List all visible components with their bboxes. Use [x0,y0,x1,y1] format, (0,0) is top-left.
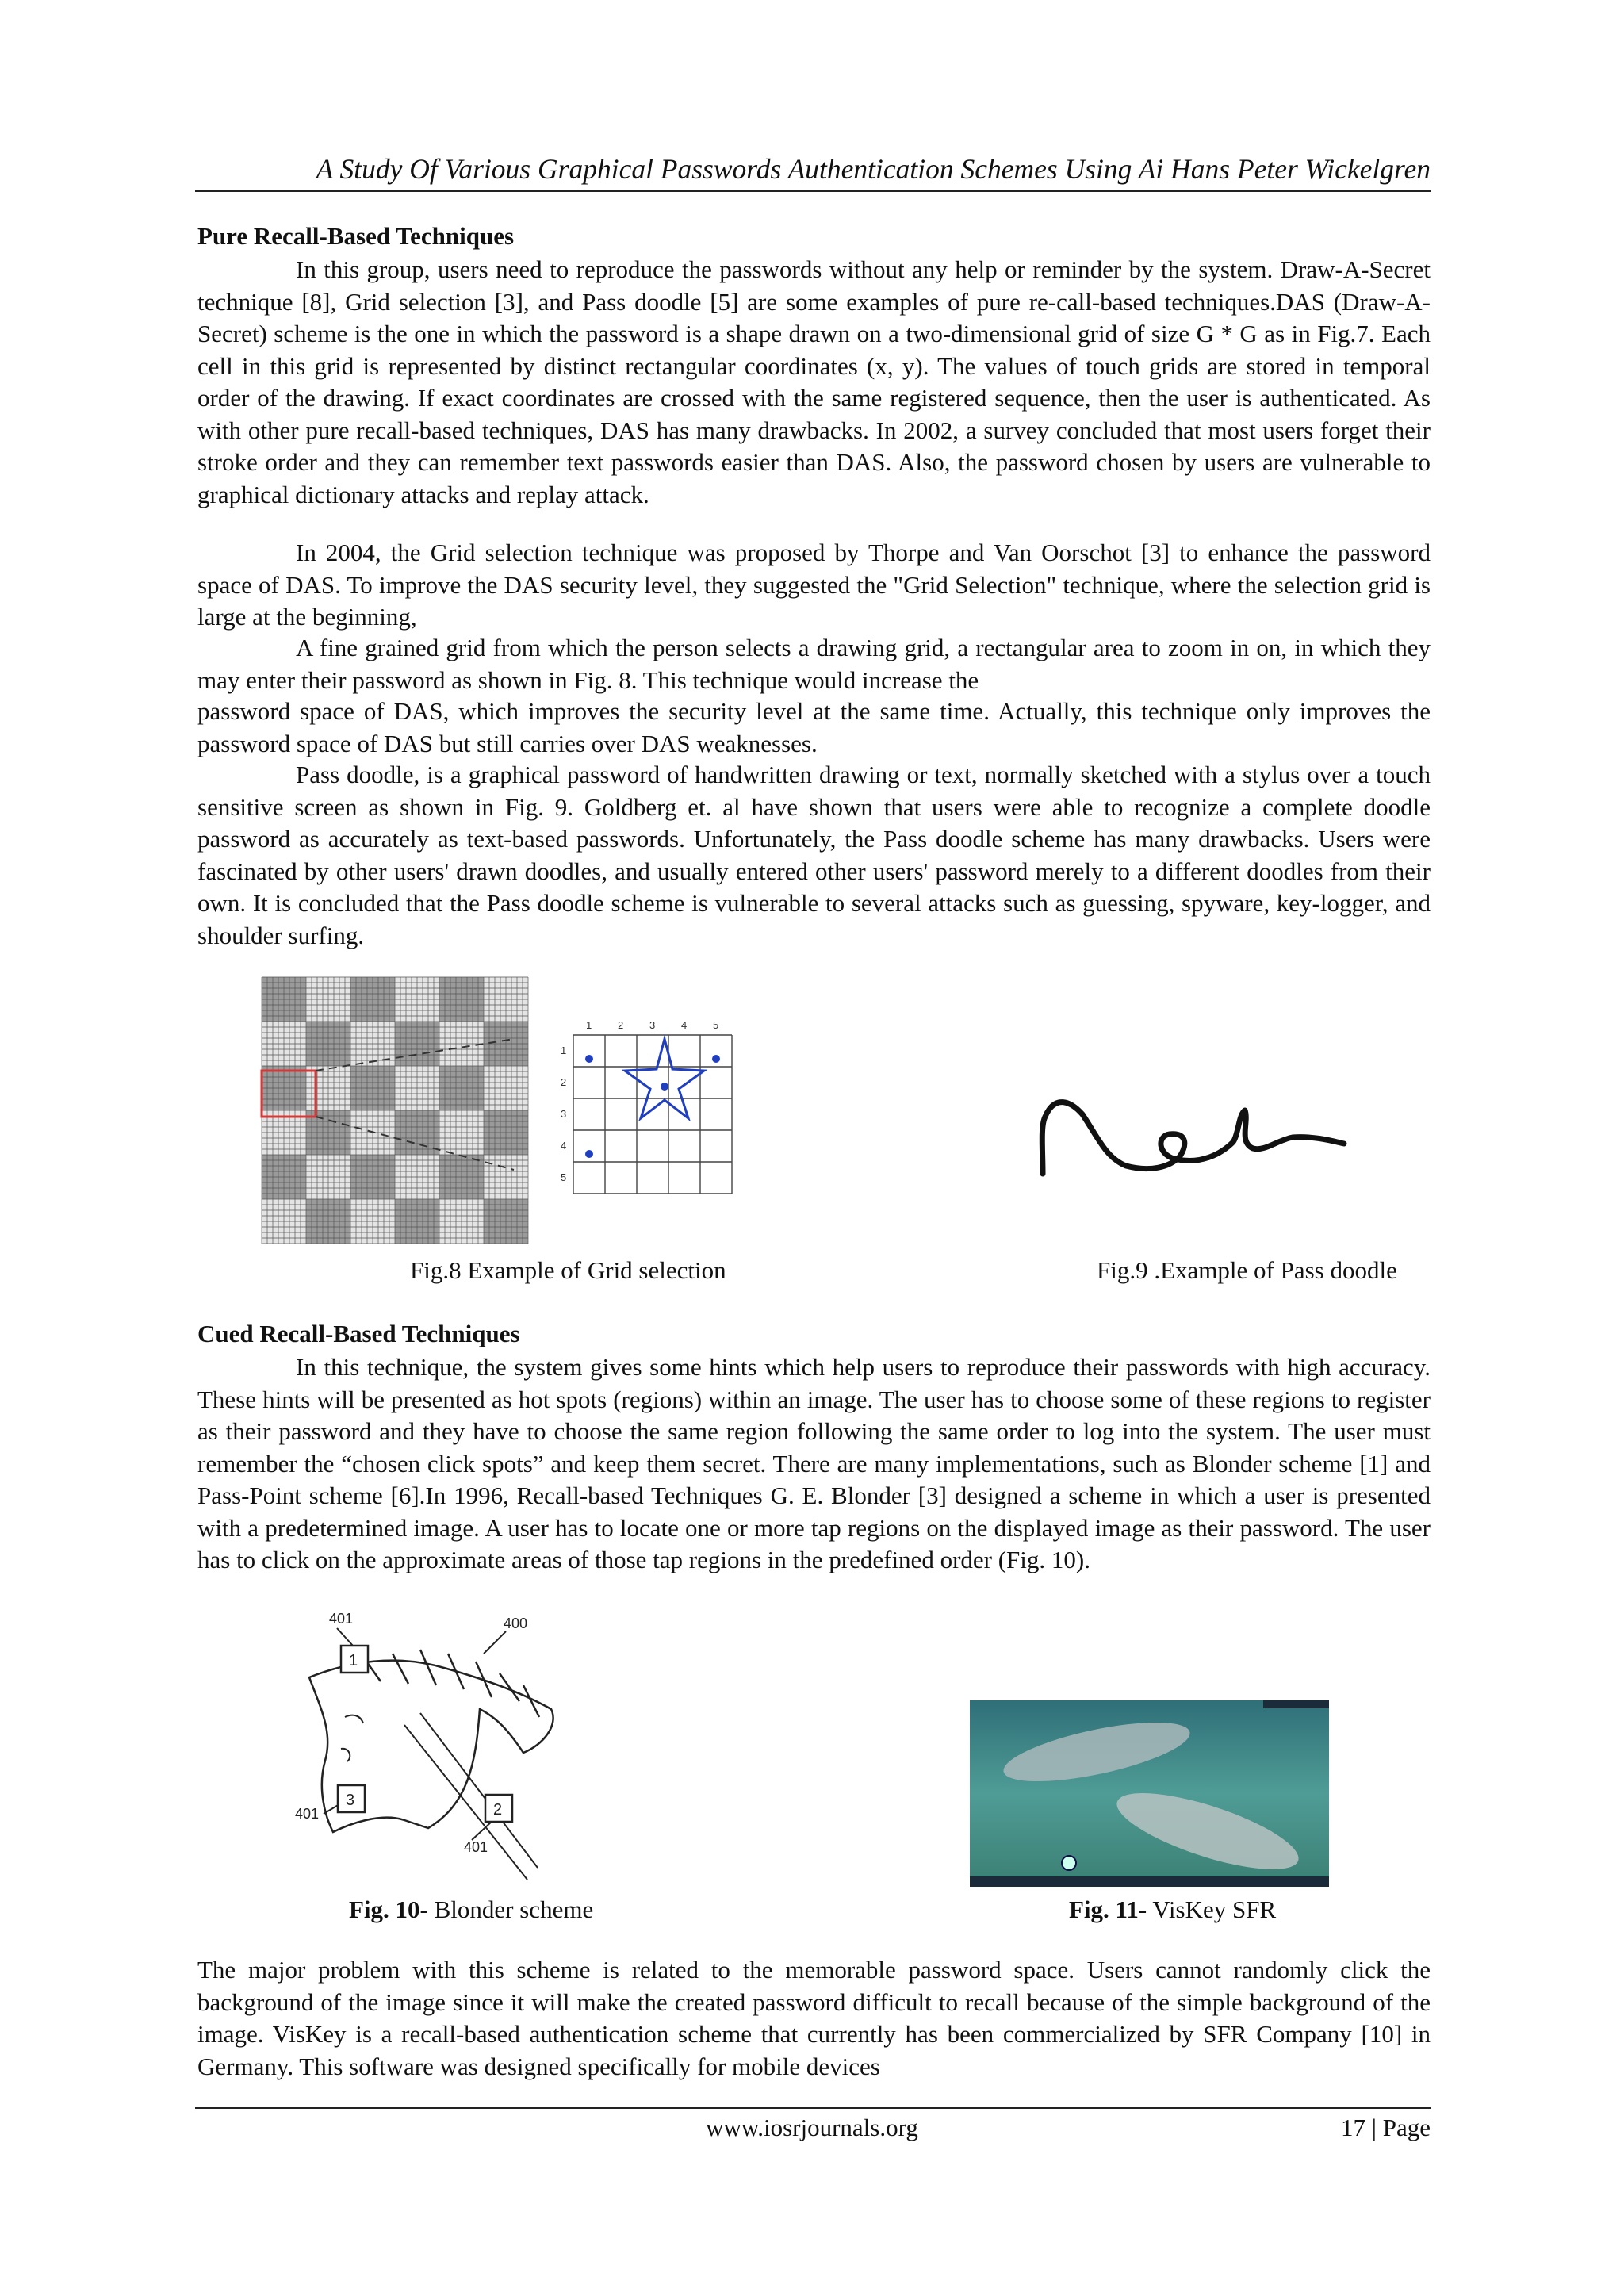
figure-10-caption [349,1895,593,1924]
zoomed-drawing-grid [573,1035,732,1194]
column-numbers [586,1019,718,1031]
paragraph-pure-recall-1: In this group, users need to reproduce the passwords without any help or reminder by the system. Draw-A-Secret technique [8], Grid selection [3], and Pass doodle [5] are some examples of pure re-call-based techniques.DAS (Draw-A-Secret) scheme is the one in which the password is a shape drawn on a two-dimensional grid of size G * G as in Fig.7. Each cell in this grid is represented by distinct rectangular coordinates (x, y). The values of touch grids are stored in temporal order of the drawing. If exact coordinates are crossed with the same registered sequence, then the user is authenticated. As with other pure recall-based techniques, DAS has many drawbacks. In 2002, a survey concluded that most users forget their stroke order and they can remember text passwords easier than DAS. Also, the password chosen by users are vulnerable to graphical dictionary attacks and replay attack. [197,255,1431,508]
tap-region-1-number: 1 [349,1652,358,1669]
paragraph-pure-recall-2: In 2004, the Grid selection technique was proposed by Thorpe and Van Oorschot [3] to enhance the password space of DAS. To improve the DAS security level, they suggested the "Grid Selection" technique, where the selection grid is large at the beginning, [197,539,1431,631]
dot-point [712,1055,720,1063]
label-401-left: 401 [295,1806,320,1822]
header-rule [195,190,1431,192]
row-number: 2 [561,1076,567,1088]
paragraph-pure-recall-3b: password space of DAS, which improves the security level at the same time. Actually, this technique only improves the password space of DAS but still carries over DAS weaknesses. [197,697,1431,757]
paragraph-pure-recall-3: A fine grained grid from which the person selects a drawing grid, a rectangular area to zoom in on, in which they may enter their password as shown in Fig. 8. This technique would increase the [197,634,1431,694]
label-401-bottom: 401 [464,1839,488,1855]
paragraph-cued-recall-1: In this technique, the system gives some hints which help users to reproduce their passwords with high accuracy. These hints will be presented as hot spots (regions) within an image. The user has to choose some of these regions to register as their password and they have to choose the same region following the same order to log into the system. The user must remember the “chosen click spots” and keep them secret. There are many implementations, such as Blonder scheme [1] and Pass-Point scheme [6].In 1996, Recall-based Techniques G. E. Blonder [3] designed a scheme in which a user is presented with a predetermined image. A user has to locate one or more tap regions on the displayed image as their password. The user has to click on the approximate areas of those tap regions in the predefined order (Fig. 10). [197,1353,1431,1573]
figure-9-caption: Fig.9 .Example of Pass doodle [1097,1256,1397,1284]
footer-rule [195,2107,1431,2109]
footer-url: www.iosrjournals.org [706,2114,918,2141]
viskey-status-bar [1263,1700,1329,1708]
row-numbers [561,1045,566,1183]
tap-region-2-number: 2 [493,1801,503,1819]
footer-page-number: 17 | Page [1341,2114,1431,2141]
figure-11-caption-text: VisKey SFR [1147,1895,1277,1923]
running-header: A Study Of Various Graphical Passwords Authentication Schemes Using Ai Hans Peter Wickelgren [316,153,1431,185]
viskey-control-bar [970,1876,1329,1887]
figure-10-caption-text: Blonder scheme [427,1895,594,1923]
dot-point [585,1055,593,1063]
dot-point [585,1150,593,1158]
doodle-stroke [1042,1102,1344,1174]
blonder-scheme-figure [285,1606,619,1884]
row-number: 5 [561,1171,567,1183]
row-number: 1 [561,1045,567,1056]
label-401-top: 401 [329,1611,354,1627]
click-spot-marker [1062,1856,1076,1870]
figure-11-caption [1069,1895,1276,1924]
viskey-sfr-figure [970,1700,1329,1887]
figure-11-caption-label: Fig. 11- [1069,1895,1147,1923]
column-number: 3 [649,1019,656,1031]
figure-8-caption: Fig.8 Example of Grid selection [410,1256,726,1284]
paragraph-pure-recall-4: Pass doodle, is a graphical password of handwritten drawing or text, normally sketched with a stylus over a touch sensitive screen as shown in Fig. 9. Goldberg et. al have shown that users were able to recognize a complete doodle password as accurately as text-based passwords. Unfortunately, the Pass doodle scheme has many drawbacks. Users were fascinated by other users' drawn doodles, and usually entered other users' password merely to a different doodles from their own. It is concluded that the Pass doodle scheme is vulnerable to several attacks such as guessing, spyware, key-logger, and shoulder surfing. [197,761,1431,949]
label-400: 400 [504,1616,528,1631]
figure-10-caption-label: Fig. 10- [349,1895,428,1923]
pass-doodle-figure [1031,1079,1356,1186]
column-number: 5 [713,1019,719,1031]
row-number: 3 [561,1108,567,1120]
row-number: 4 [561,1140,567,1152]
column-number: 2 [618,1019,624,1031]
dot-point [661,1083,668,1091]
tap-region-3-number: 3 [346,1792,355,1809]
paragraph-cued-recall-2: The major problem with this scheme is related to the memorable password space. Users cannot randomly click the background of the image since it will make the created password difficult to recall because of the simple background of the image. VisKey is a recall-based authentication scheme that currently has been commercialized by SFR Company [10] in Germany. This software was designed specifically for mobile devices [197,1956,1431,2080]
section-heading-cued-recall: Cued Recall-Based Techniques [197,1320,520,1347]
column-number: 1 [586,1019,592,1031]
grid-selection-figure [260,976,748,1249]
column-number: 4 [681,1019,688,1031]
section-heading-pure-recall: Pure Recall-Based Techniques [197,222,515,250]
